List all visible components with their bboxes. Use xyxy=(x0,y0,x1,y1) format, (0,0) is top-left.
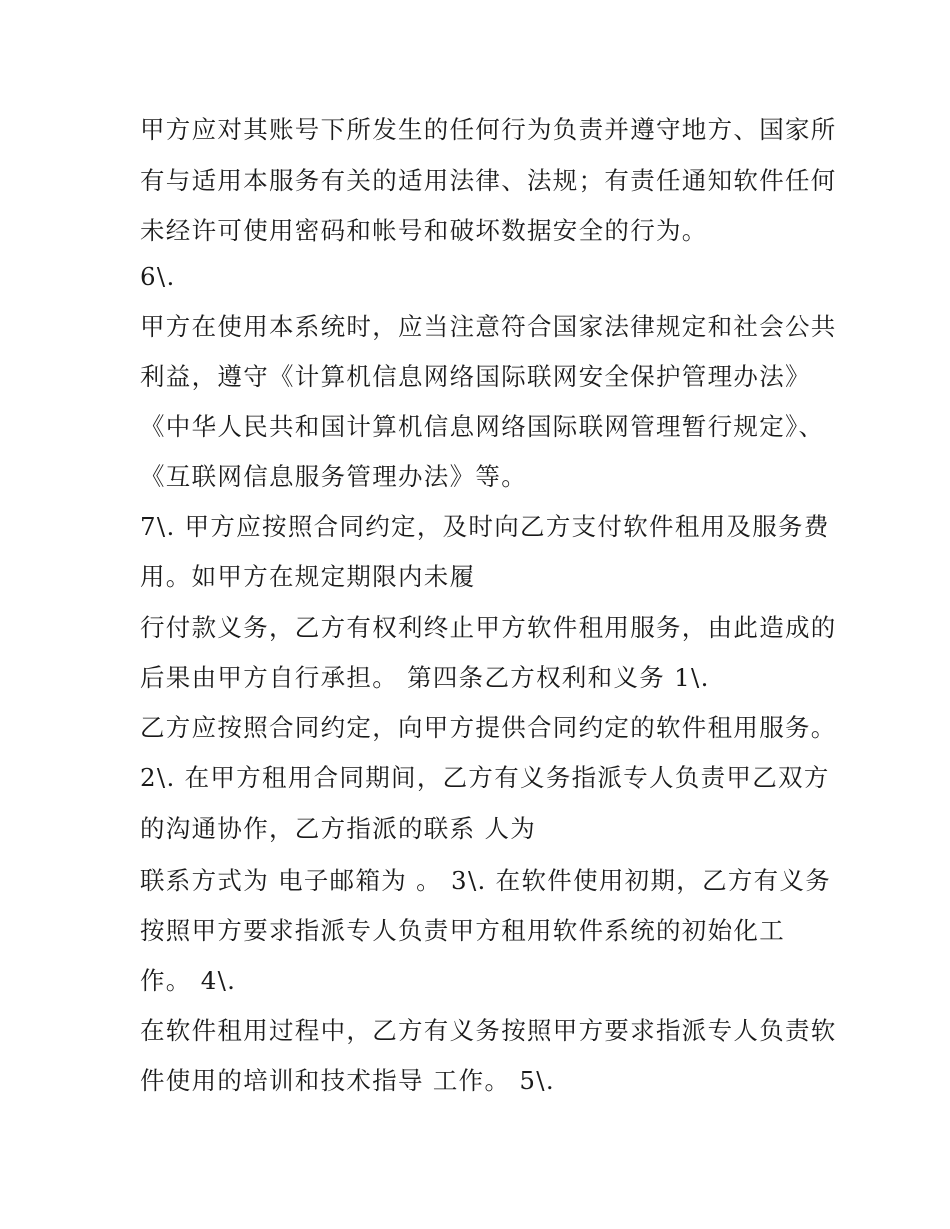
text-line-5: 甲方在使用本系统时，应当注意符合国家法律规定和社会公共 xyxy=(140,312,837,341)
text-line-12: 后果由甲方自行承担。 第四条乙方权利和义务 1\. xyxy=(140,663,710,692)
text-line-16: 联系方式为 电子邮箱为 。 3\. 在软件使用初期，乙方有义务 xyxy=(140,866,832,895)
text-line-3: 未经许可使用密码和帐号和破坏数据安全的行为。 xyxy=(140,216,708,245)
text-line-14: 2\. 在甲方租用合同期间，乙方有义务指派专人负责甲乙双方 xyxy=(140,763,830,792)
text-line-2: 有与适用本服务有关的适用法律、法规；有责任通知软件任何 xyxy=(140,166,837,195)
text-line-9: 7\. 甲方应按照合同约定，及时向乙方支付软件租用及服务费 xyxy=(140,512,830,541)
text-line-7: 《中华人民共和国计算机信息网络国际联网管理暂行规定》、 xyxy=(140,412,825,441)
text-line-10: 用。如甲方在规定期限内未履 xyxy=(140,562,476,591)
text-line-13: 乙方应按照合同约定，向甲方提供合同约定的软件租用服务。 xyxy=(140,713,837,742)
text-line-8: 《互联网信息服务管理办法》等。 xyxy=(140,462,527,491)
text-line-6: 利益，遵守《计算机信息网络国际联网安全保护管理办法》 xyxy=(140,362,811,391)
text-line-11: 行付款义务，乙方有权利终止甲方软件租用服务，由此造成的 xyxy=(140,613,837,642)
text-line-18: 作。 4\. xyxy=(140,966,237,995)
text-line-1: 甲方应对其账号下所发生的任何行为负责并遵守地方、国家所 xyxy=(140,115,837,144)
text-line-20: 件使用的培训和技术指导 工作。 5\. xyxy=(140,1066,555,1095)
text-line-17: 按照甲方要求指派专人负责甲方租用软件系统的初始化工 xyxy=(140,916,785,945)
text-line-15: 的沟通协作，乙方指派的联系 人为 xyxy=(140,814,537,843)
text-line-19: 在软件租用过程中，乙方有义务按照甲方要求指派专人负责软 xyxy=(140,1016,837,1045)
text-line-4: 6\. xyxy=(140,262,176,291)
